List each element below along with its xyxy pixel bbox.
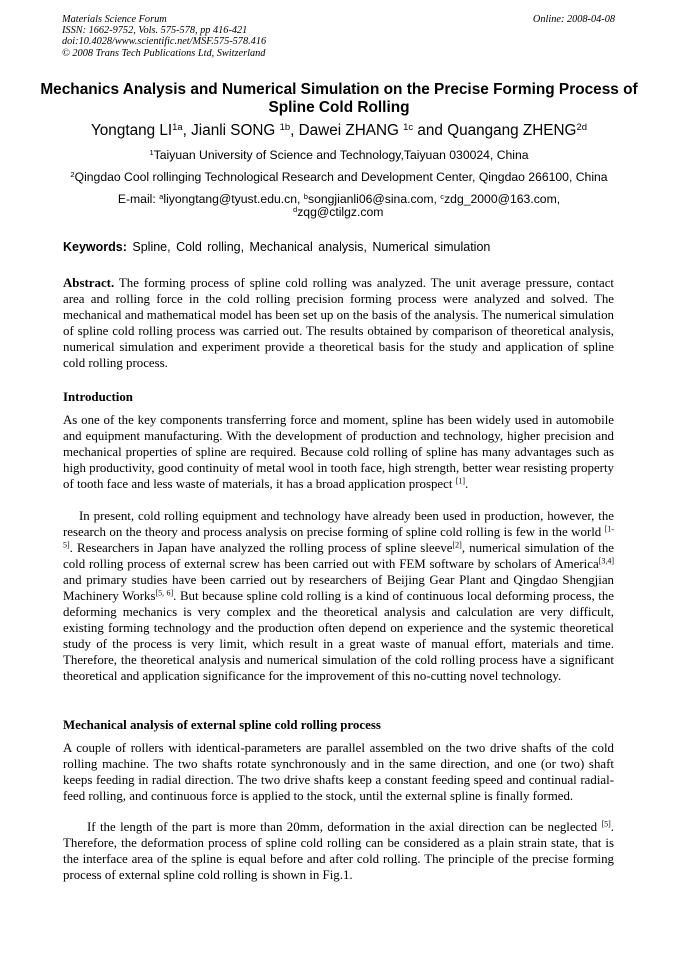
- citation: [5]: [601, 819, 611, 829]
- author-mark: 1c: [403, 121, 414, 133]
- affiliation-text: Taiyuan University of Science and Technology,Taiyuan 030024, China: [153, 148, 529, 162]
- introduction-heading: Introduction: [63, 390, 133, 404]
- affiliation-mark: 2: [70, 169, 75, 179]
- abstract-text: The forming process of spline cold rolling was analyzed. The unit average pressure, contact area and rolling force in the cold rolling precision forming process were analyzed and solved. The mechanical and mathematical model has been set up on the basis of the analysis. The numerical simulation of spline cold rolling process was carried out. The results obtained by comparison of theoretical analysis, numerical simulation and experiment provide a theoretical basis for the study and application of spline cold rolling process.: [63, 276, 614, 370]
- email-c[interactable]: zdg_2000@163.com: [444, 192, 557, 206]
- author-name: Quangang ZHENG: [447, 122, 577, 139]
- email-b[interactable]: songjianli06@sina.com: [308, 192, 434, 206]
- author-mark: 1a: [172, 121, 183, 133]
- affiliation-1: [20, 148, 658, 162]
- email-line: E-mail: $^a$liyongtang@tyust.edu.cn, $^b$songjianli06@sina.com, $^c$zdg_2000@163.com,: [117, 191, 561, 206]
- citation: [1-5]: [63, 524, 614, 550]
- online-date: Online: 2008-04-08: [532, 14, 615, 25]
- citation: [5, 6]: [155, 588, 174, 598]
- abstract-label: Abstract.: [63, 276, 115, 290]
- citation: [2]: [452, 540, 462, 550]
- keywords-label: Keywords:: [63, 240, 127, 254]
- author-list: [20, 121, 658, 140]
- email-d[interactable]: zqg@ctilgz.com: [297, 205, 384, 219]
- introduction-paragraph-1: As one of the key components transferring force and moment, spline has been widely used in automobile and equipment manufacturing. With the development of production and technology, higher precision and mechanical properties of spline are required. Because cold rolling of spline has many advantages such as high productivity, good continuity of metal wool in tooth face, high strength, better wear resisting property of tooth face and less waste of materials, it has a broad application prospect [1].: [63, 413, 614, 491]
- author-name: Jianli SONG: [191, 122, 280, 139]
- affiliation-2: [0, 170, 678, 184]
- author-mark: 1b: [279, 121, 291, 133]
- citation: [1]: [455, 476, 465, 486]
- journal-name: Materials Science Forum: [62, 14, 167, 25]
- paper-title: Mechanics Analysis and Numerical Simulation on the Precise Forming Process of Spline Cold Rolling: [40, 81, 638, 116]
- introduction-paragraph-2: In present, cold rolling equipment and technology have already been used in production, however, the research on the theory and process analysis on precise forming of spline cold rolling is few in the world [1-5]. Researchers in Japan have analyzed the rolling process of spline sleeve[2], numerical simulation of the cold rolling process of external screw has been carried out with FEM software by scholars of America[3,4] and primary studies have been carried out by researchers of Beijing Gear Plant and Qingdao Shengjian Machinery Works[5, 6]. But because spline cold rolling is a kind of continuous local deforming process, the deforming mechanics is very complex and the theoretical analysis and calculation are very difficult, existing forming technology and the production often depend on experience and the systemic theoretical study of the process is very limit, which result in a great waste of manual effort, materials and time. Therefore, the theoretical analysis and numerical simulation of the cold rolling process have a significant theoretical and application significance for the improvement of this no-cutting novel technology.: [63, 509, 614, 683]
- author-name: Yongtang LI: [91, 122, 173, 139]
- issn-line: ISSN: 1662-9752, Vols. 575-578, pp 416-421: [62, 25, 248, 37]
- author-mark: 2d: [576, 121, 587, 133]
- affiliation-text: Qingdao Cool rollinging Technological Research and Development Center, Qingdao 266100, China: [74, 170, 608, 184]
- keywords-line: [63, 240, 490, 254]
- email-label: E-mail:: [117, 192, 160, 206]
- copyright-line: © 2008 Trans Tech Publications Ltd, Switzerland: [62, 47, 266, 59]
- affiliation-mark: 1: [149, 147, 154, 157]
- abstract-paragraph: [63, 276, 614, 372]
- mechanical-paragraph-1: A couple of rollers with identical-parameters are parallel assembled on the two drive shafts of the cold rolling machine. The two shafts rotate synchronously and in the same direction, and one (or two) shaft keeps feeding in radial direction. The two drive shafts keep a constant feeding speed and continual radial-feed rolling, and continuous force is applied to the stock, until the external spline is finally formed.: [63, 741, 614, 803]
- keywords-text: Spline, Cold rolling, Mechanical analysis, Numerical simulation: [126, 240, 491, 254]
- journal-header: [62, 14, 266, 59]
- email-line-2: $^d$zqg@ctilgz.com: [293, 204, 384, 219]
- author-separator: ,: [290, 122, 299, 139]
- mechanical-paragraph-2: If the length of the part is more than 20mm, deformation in the axial direction can be neglected [5]. Therefore, the deformation process of spline cold rolling can be considered as a plain strain state, that is the interface area of the spline is equal before and after cold rolling. The principle of the precise forming process of external spline cold rolling is shown in Fig.1.: [63, 819, 614, 882]
- email-a[interactable]: liyongtang@tyust.edu.cn: [163, 192, 298, 206]
- doi-line: doi:10.4028/www.scientific.net/MSF.575-578.416: [62, 36, 267, 48]
- author-separator: and: [413, 122, 448, 139]
- author-separator: ,: [182, 122, 192, 139]
- citation: [3,4]: [598, 556, 614, 566]
- mechanical-heading: Mechanical analysis of external spline cold rolling process: [63, 718, 381, 732]
- author-name: Dawei ZHANG: [298, 122, 404, 139]
